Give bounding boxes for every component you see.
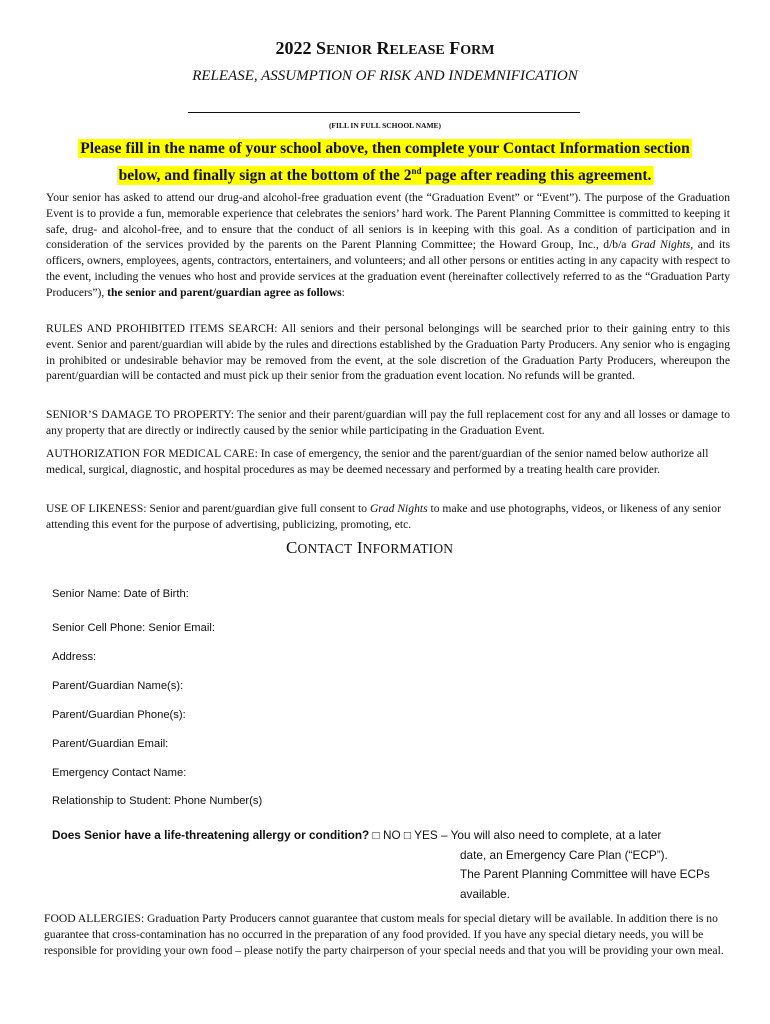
- allergy-note-line-3: The Parent Planning Committee will have ECPs: [460, 867, 710, 881]
- address-field[interactable]: Address:: [52, 651, 97, 663]
- form-subtitle: RELEASE, ASSUMPTION OF RISK AND INDEMNIFICATION: [192, 68, 578, 84]
- instruction-line-2: below, and finally sign at the bottom of the 2nd page after reading this agreement.: [118, 166, 652, 184]
- relationship-phone-field[interactable]: Relationship to Student: Phone Number(s): [52, 795, 263, 807]
- form-title: 2022 SENIOR RELEASE FORM: [275, 38, 495, 58]
- parent-name-field[interactable]: Parent/Guardian Name(s):: [52, 680, 184, 692]
- allergy-question-line: Does Senior have a life-threatening allergy or condition? □ NO □ YES – You will also need to complete, at a later: [52, 828, 662, 842]
- damage-paragraph: SENIOR’S DAMAGE TO PROPERTY: The senior and their parent/guardian will pay the full replacement cost for any and all losses or damage to any property that are directly or indirectly caused by the senior while participating in the Graduation Event.: [46, 408, 730, 437]
- school-name-field[interactable]: [188, 112, 580, 113]
- parent-email-field[interactable]: Parent/Guardian Email:: [52, 738, 169, 750]
- parent-phone-field[interactable]: Parent/Guardian Phone(s):: [52, 709, 186, 721]
- instruction-line-1: Please fill in the name of your school above, then complete your Contact Information section: [80, 140, 690, 157]
- allergy-note-line-2: date, an Emergency Care Plan (“ECP”).: [460, 847, 668, 862]
- allergy-question: [52, 826, 742, 904]
- intro-paragraph: Your senior has asked to attend our drug-and alcohol-free graduation event (the “Graduation Event” or “Event”). The purpose of the Graduation Event is to provide a fun, memorable experience that celebrates the seniors’ hard work. The Parent Planning Committee is committed to keeping it safe, drug- and alcohol-free, and to ensure that the conduct of all seniors is in keeping with this goal. As a condition of participation and in consideration of the services provided by the parents on the Parent Planning Committee; the Howard Group, Inc., d/b/a Grad Nights, and its officers, owners, employees, agents, contractors, entertainers, and volunteers; and all other persons or entities acting in any capacity with respect to the event, including the venues who host and provide services at the graduation event (hereinafter collectively referred to as the “Graduation Party Producers”), the senior and parent/guardian agree as follows:: [46, 191, 730, 299]
- rules-paragraph: RULES AND PROHIBITED ITEMS SEARCH: All seniors and their personal belongings will be searched prior to their gaining entry to this event. Senior and parent/guardian will abide by the rules and directions established by the Graduation Party Producers. Any senior who is engaging in prohibited or undesirable behavior may be removed from the event, at the sole discretion of the Graduation Party Producers, whereupon the parent/guardian will be contacted and must pick up their senior from the graduation event location. No refunds will be granted.: [46, 322, 730, 383]
- allergy-note-line-4: available.: [460, 886, 510, 901]
- senior-phone-email-field[interactable]: Senior Cell Phone: Senior Email:: [52, 622, 215, 634]
- fill-instruction: [40, 138, 730, 187]
- food-allergies-paragraph: FOOD ALLERGIES: Graduation Party Producers cannot guarantee that custom meals for special dietary will be available. In addition there is no guarantee that cross-contamination has no occurred in the preparation of any food provided. If you have any special dietary needs, you will be responsible for providing your own food – please notify the party chairperson of your special needs and that you will be providing your own meal.: [44, 912, 724, 957]
- likeness-paragraph: USE OF LIKENESS: Senior and parent/guardian give full consent to Grad Nights to make and use photographs, videos, or likeness of any senior attending this event for the purpose of advertising, publicizing, promoting, etc.: [46, 502, 721, 531]
- medical-paragraph: AUTHORIZATION FOR MEDICAL CARE: In case of emergency, the senior and the parent/guardian of the senior named below authorize all medical, surgical, diagnostic, and hospital procedures as may be deemed necessary and performed by a treating health care provider.: [46, 447, 709, 476]
- contact-information-heading: CONTACT INFORMATION: [286, 538, 454, 557]
- emergency-contact-field[interactable]: Emergency Contact Name:: [52, 767, 187, 779]
- senior-name-dob-field[interactable]: Senior Name: Date of Birth:: [52, 588, 189, 600]
- allergy-checkbox-options[interactable]: □ NO □ YES – You will also need to complete, at a later: [369, 828, 662, 842]
- school-name-caption: (FILL IN FULL SCHOOL NAME): [328, 121, 442, 130]
